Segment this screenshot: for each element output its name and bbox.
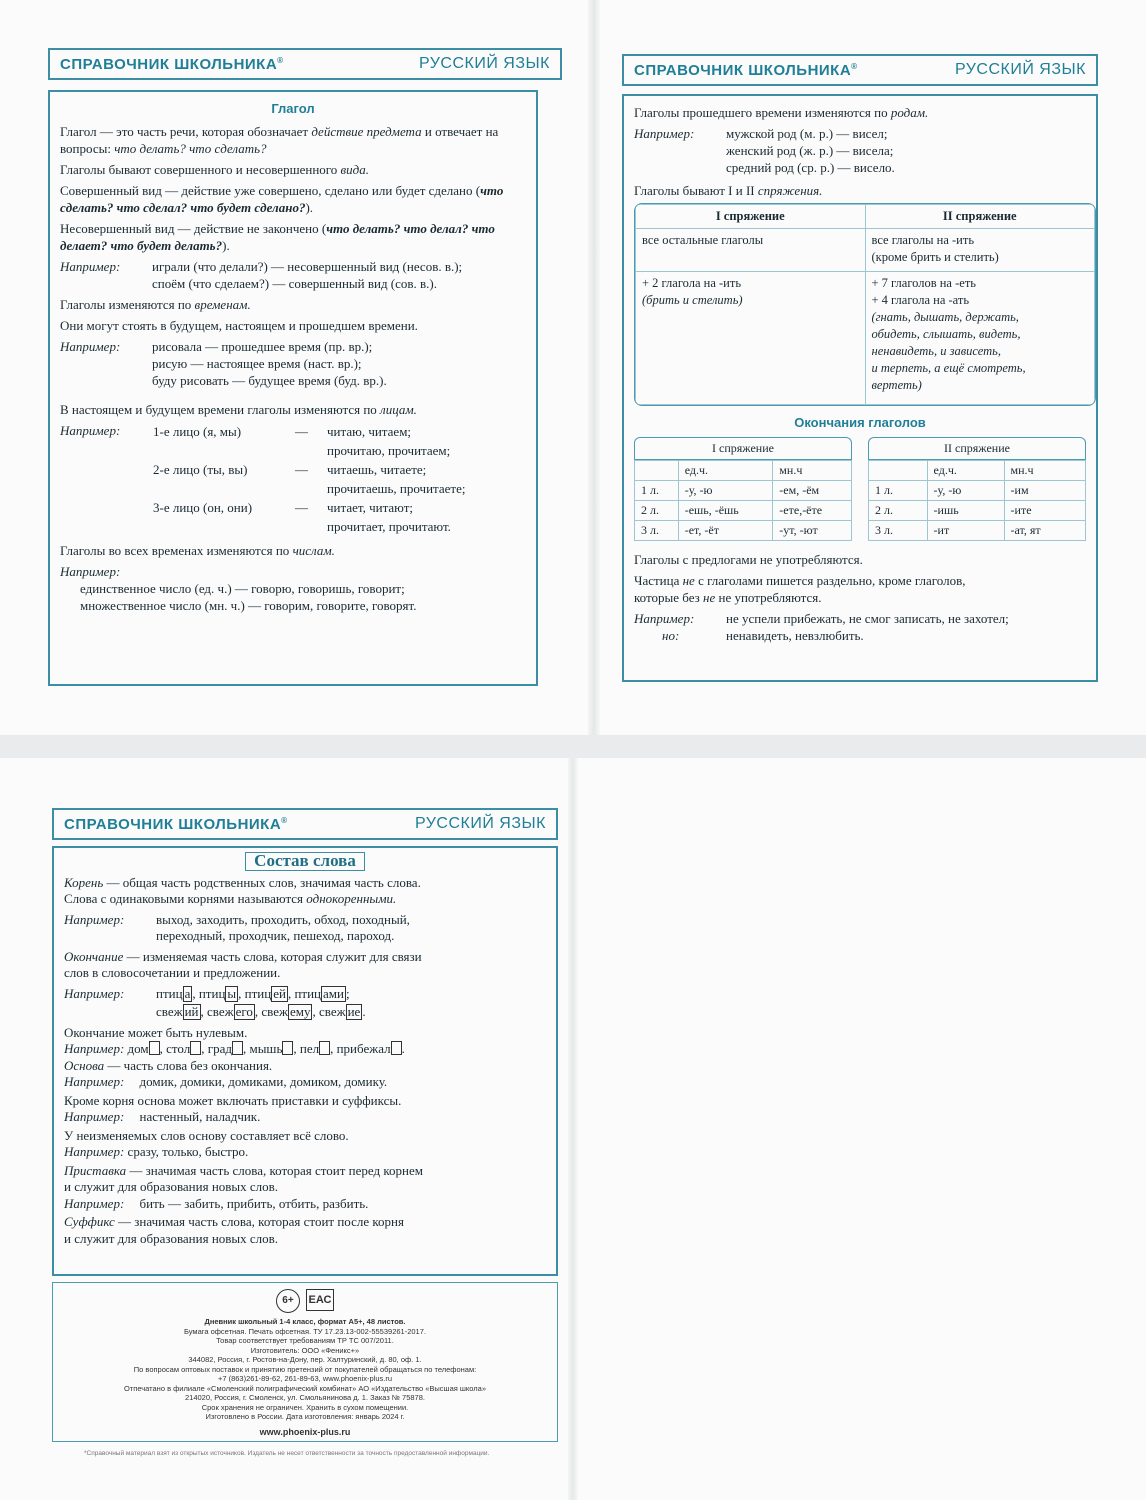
imprint-line: +7 (863)261-89-62, 261-89-63, www.phoenix-plus.ru xyxy=(217,1374,393,1383)
section-title: Состав слова xyxy=(245,852,365,871)
prefix-note: Кроме корня основа может включать приставки и суффиксы. xyxy=(64,1092,402,1108)
imprint-line: По вопросам оптовых поставок и принятию претензий от покупателей обращаться по телефонам: xyxy=(133,1364,477,1374)
imprint-line: Изготовитель: ООО «Феникс+» xyxy=(250,1345,360,1355)
header-subject: РУССКИЙ ЯЗЫК xyxy=(418,55,550,72)
zero-ending-example: Например: дом , стол , град , мышь , пел , прибежал . xyxy=(64,1041,405,1056)
eac-mark-icon: ЕАС xyxy=(306,1289,334,1311)
person-example: Например: 1-е лицо (я, мы) — читаю, читаем; прочитаю, прочитаем; 2-е лицо (ты, вы) — читаешь, читаете; прочитаешь, прочитаете; 3-е лицо (он, они) — читает, читают; прочитает, прочитают. xyxy=(60,423,466,534)
imprint-line: Изготовлено в России. Дата изготовления: январь 2024 г. xyxy=(205,1412,405,1421)
base-example: Например: домик, домики, домиками, домиком, домику. xyxy=(64,1074,388,1089)
conjugation-table: I спряжение II спряжение все остальные глаголы все глаголы на -ить (кроме брить и стелить) + 2 глагола на -ить (брить и стелить) + 7 глаголов на -еть + 4 глагола на -ать (гнать, дышать, держать, обидеть, слышать, видеть, ненавидеть, и зависеть, и терпеть, а ещё смотреть, вертеть) xyxy=(634,203,1096,406)
root-example: Например: выход, заходить, проходить, обход, походный, переходный, проходчик, пешеход, пароход. xyxy=(64,911,410,943)
number-text: Глаголы во всех временах изменяются по числам. xyxy=(60,543,335,558)
imprint-line: Дневник школьный 1-4 класс, формат А5+, 48 листов. xyxy=(204,1317,406,1326)
perfective-text: Совершенный вид — действие уже совершено, сделано или будет сделано (что сделать? что сделал? что будет сделано?). xyxy=(60,183,504,215)
prefix-example: Например: бить — забить, прибить, отбить, разбить. xyxy=(64,1195,369,1211)
suffix-text: Суффикс — значимая часть слова, которая стоит после корня и служит для образования новых слов. xyxy=(64,1214,404,1246)
verb-section-2 xyxy=(622,94,1098,682)
certification-marks xyxy=(63,1289,547,1313)
endings-title: Окончания глаголов xyxy=(794,415,926,430)
base-example-2: Например: настенный, наладчик. xyxy=(64,1109,261,1124)
imprint-line: Товар соответствует требованиям ТР ТС 007/2011. xyxy=(216,1336,394,1345)
base-text: Основа — часть слова без окончания. xyxy=(64,1057,273,1073)
aspect-example: Например: играли (что делали?) — несовершенный вид (несов. в.); спoём (что сделаем?) — совершенный вид (сов. в.). xyxy=(60,259,463,291)
imprint-line: Отпечатано в филиале «Смоленский полиграфический комбинат» АО «Издательство «Высшая школа» xyxy=(123,1383,486,1393)
ending-example: Например: птиц а , птиц ы , птиц ей , птиц ами ; свеж ий , свеж его , свеж ему , свеж ие . xyxy=(64,985,366,1019)
page-header xyxy=(52,808,558,840)
imprint-line: Бумага офсетная. Печать офсетная. ТУ 17.23.13-002-55539261-2017. xyxy=(184,1326,426,1336)
aspect-text: Глаголы бывают совершенного и несовершенного вида. xyxy=(60,162,370,177)
person-text: В настоящем и будущем времени глаголы изменяются по лицам. xyxy=(60,402,417,417)
header-title: СПРАВОЧНИК ШКОЛЬНИКА® xyxy=(64,815,288,833)
word-structure-section xyxy=(52,846,558,1276)
ne-example-2: но: ненавидеть, невзлюбить. xyxy=(662,628,864,643)
imprint-line: 344082, Россия, г. Ростов-на-Дону, пер. Халтуринский, д. 80, оф. 1. xyxy=(188,1355,422,1364)
imprint-website: www.phoenix-plus.ru xyxy=(259,1426,351,1437)
page-header xyxy=(622,54,1098,86)
fold-shadow xyxy=(588,0,600,735)
prepositions-text: Глаголы с предлогами не употребляются. xyxy=(634,552,863,567)
ne-text: Частица не с глаголами пишется раздельно, кроме глаголов, которые без не не употребляются. xyxy=(634,573,966,605)
section-title-wrap xyxy=(64,852,546,871)
header-title: СПРАВОЧНИК ШКОЛЬНИКА® xyxy=(60,55,284,73)
prefix-text: Приставка — значимая часть слова, которая стоит перед корнем и служит для образования новых слов. xyxy=(64,1162,423,1194)
endings-tables xyxy=(634,437,1086,541)
imprint-line: 214020, Россия, г. Смоленск, ул. Смольянинова д. 1. Заказ № 75878. xyxy=(185,1393,425,1402)
header-subject: РУССКИЙ ЯЗЫК xyxy=(954,61,1086,78)
header-title: СПРАВОЧНИК ШКОЛЬНИКА® xyxy=(634,61,858,79)
endings-ii: II спряжение ед.ч. мн.ч 1 л. -у, -ю -им 2 л. -ишь -ите 3 л. -ит -ат, ят xyxy=(868,437,1086,541)
tense-example: Например: рисовала — прошедшее время (пр. вр.); рисую — настоящее время (наст. вр.); буду рисовать — будущее время (буд. вр.). xyxy=(60,339,387,388)
imperfective-text: Несовершенный вид — действие не закончено (что делать? что делал? что делает? что будет делать?). xyxy=(60,221,495,253)
page-header xyxy=(48,48,562,80)
fold-shadow xyxy=(568,758,578,1500)
number-example: Например: единственное число (ед. ч.) — говорю, говоришь, говорит; множественное число (мн. ч.) — говорим, говорите, говорят. xyxy=(60,564,417,613)
header-subject: РУССКИЙ ЯЗЫК xyxy=(414,815,546,832)
root-text: Корень — общая часть родственных слов, значимая часть слова. Слова с одинаковыми корнями называются однокоренными. xyxy=(64,874,421,906)
invariable-text: У неизменяемых слов основу составляет всё слово. xyxy=(64,1127,349,1143)
tense-text-2: Они могут стоять в будущем, настоящем и прошедшем времени. xyxy=(60,318,418,333)
ending-text: Окончание — изменяемая часть слова, которая служит для связи слов в словосочетании и предложении. xyxy=(64,948,422,980)
section-title: Глагол xyxy=(271,101,315,116)
past-gender-text: Глаголы прошедшего времени изменяются по родам. xyxy=(634,105,929,120)
gender-example: Например: мужской род (м. р.) — висел; женский род (ж. р.) — висела; средний род (ср. р.) — висело. xyxy=(634,126,895,175)
imprint-line: Срок хранения не ограничен. Хранить в сухом помещении. xyxy=(201,1402,409,1412)
conjugation-text: Глаголы бывают I и II спряжения. xyxy=(634,183,823,198)
verb-section xyxy=(48,90,538,686)
imprint-box xyxy=(52,1282,558,1442)
endings-i: I спряжение ед.ч. мн.ч 1 л. -у, -ю -ем, -ём 2 л. -ешь, -ёшь -ете,-ёте 3 л. -ет, -ёт -ут, -ют xyxy=(634,437,852,541)
ne-example: Например: не успели прибежать, не смог записать, не захотел; xyxy=(634,611,1009,626)
base-example-3: Например: сразу, только, быстро. xyxy=(64,1144,249,1159)
disclaimer: *Справочный материал взят из открытых источников. Издатель не несет ответственности за точность предоставленной информации. xyxy=(84,1450,490,1457)
age-rating-icon: 6+ xyxy=(276,1289,300,1313)
zero-ending-text: Окончание может быть нулевым. xyxy=(64,1024,248,1040)
definition: Глагол — это часть речи, которая обозначает действие предмета и отвечает на вопросы: что делать? что сделать? xyxy=(60,124,499,156)
tense-text: Глаголы изменяются по временам. xyxy=(60,297,251,312)
